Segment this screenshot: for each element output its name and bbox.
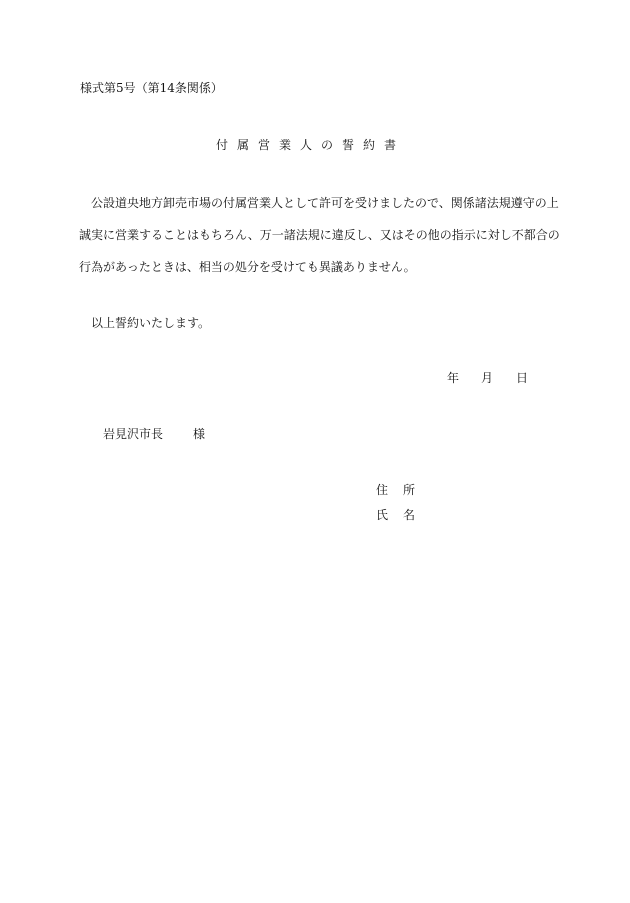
addressee-honorific: 様 [193,427,206,441]
address-label-second: 所 [403,483,416,497]
closing-statement: 以上誓約いたします。 [91,316,211,330]
date-year-label: 年 [447,371,460,385]
name-label [376,507,415,523]
name-label-second: 名 [403,508,416,522]
name-label-first: 氏 [376,508,389,522]
address-label-first: 住 [376,483,389,497]
body-paragraph [79,195,559,291]
date-day-label: 日 [516,371,529,385]
addressee [103,426,205,442]
address-label [376,482,415,498]
body-line: 行為があったときは、相当の処分を受けても異議ありません。 [79,260,416,274]
form-number: 様式第5号（第14条関係） [80,81,223,95]
addressee-name: 岩見沢市長 [103,427,164,441]
document-title: 付属営業人の誓約書 [216,138,406,152]
body-line: 誠実に営業することはもちろん、万一諸法規に違反し、又はその他の指示に対し不都合の [79,228,560,242]
body-line: 公設道央地方卸売市場の付属営業人として許可を受けましたので、関係諸法規遵守の上 [91,196,559,210]
date-month-label: 月 [481,371,494,385]
